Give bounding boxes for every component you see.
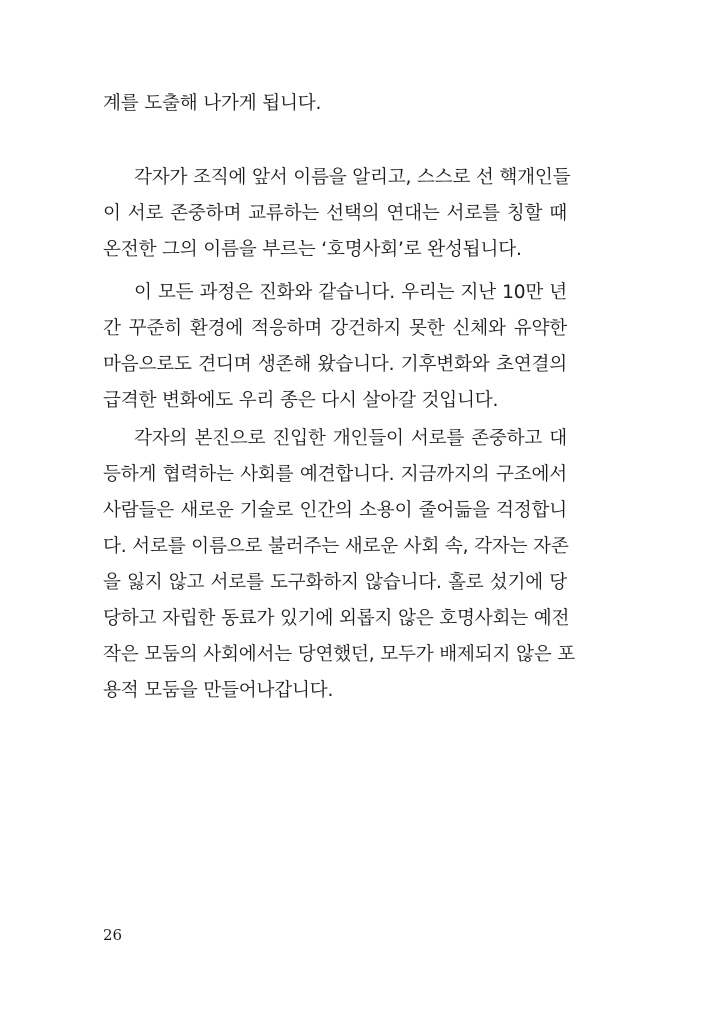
text-line: 계를 도출해 나가게 됩니다.	[103, 93, 322, 114]
text-line: 각자의 본진으로 진입한 개인들이 서로를 존중하고 대	[134, 428, 567, 449]
text-line: 당하고 자립한 동료가 있기에 외롭지 않은 호명사회는 예전	[103, 608, 570, 629]
text-line: 을 잃지 않고 서로를 도구화하지 않습니다. 홀로 섰기에 당	[103, 572, 567, 593]
text-line: 마음으로도 견디며 생존해 왔습니다. 기후변화와 초연결의	[103, 354, 567, 375]
text-line: 이 모든 과정은 진화와 같습니다. 우리는 지난 10만 년	[134, 282, 567, 303]
text-line: 각자가 조직에 앞서 이름을 알리고, 스스로 선 핵개인들	[134, 167, 571, 188]
paragraph-cooperative-society	[103, 421, 575, 709]
text-line: 사람들은 새로운 기술로 인간의 소용이 줄어듦을 걱정합니	[103, 500, 567, 521]
text-line: 간 꾸준히 환경에 적응하며 강건하지 못한 신체와 유약한	[103, 318, 567, 339]
text-line: 작은 모둠의 사회에서는 당연했던, 모두가 배제되지 않은 포	[103, 644, 575, 665]
text-line: 등하게 협력하는 사회를 예견합니다. 지금까지의 구조에서	[103, 464, 567, 485]
text-line: 급격한 변화에도 우리 종은 다시 살아갈 것입니다.	[103, 390, 499, 411]
paragraph-continuation	[103, 86, 567, 122]
page-number: 26	[103, 926, 123, 944]
paragraph-evolution	[103, 275, 567, 419]
text-line: 용적 모둠을 만들어나갑니다.	[103, 680, 334, 701]
paragraph-hoemyeong-society	[103, 160, 571, 268]
text-line: 다. 서로를 이름으로 불러주는 새로운 사회 속, 각자는 자존	[103, 536, 569, 557]
text-line: 온전한 그의 이름을 부르는 ‘호명사회’로 완성됩니다.	[103, 239, 522, 260]
text-line: 이 서로 존중하며 교류하는 선택의 연대는 서로를 칭할 때	[103, 203, 567, 224]
